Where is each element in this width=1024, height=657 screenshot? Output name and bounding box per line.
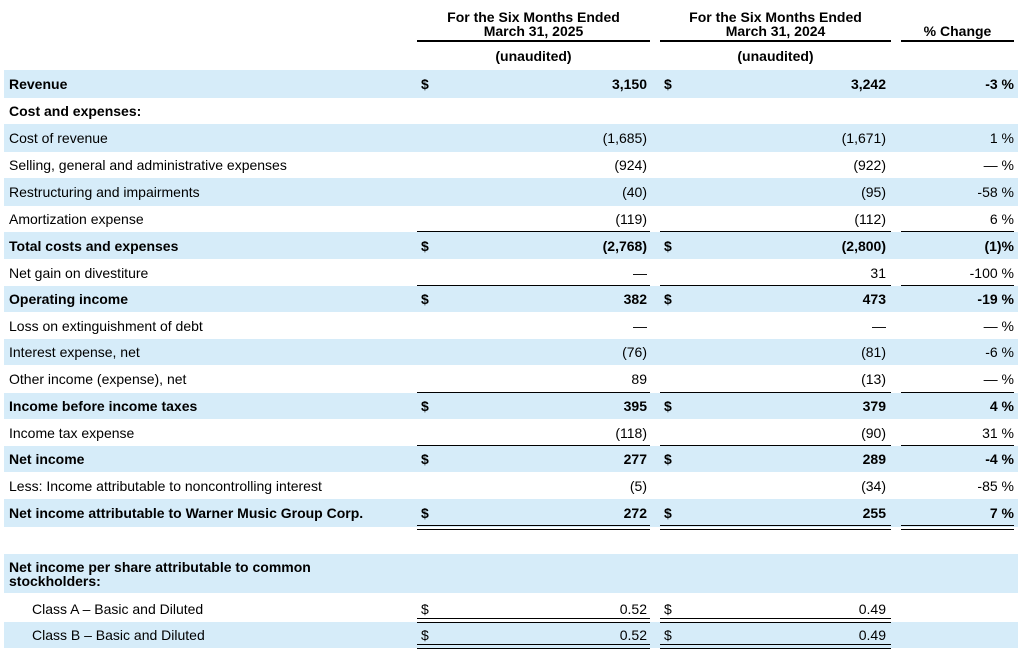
row-change: -3 % [985, 76, 1014, 92]
row-label: Class B – Basic and Diluted [32, 627, 205, 643]
subtotal-rule-1 [660, 445, 891, 446]
row-value-2024: 3,242 [850, 76, 886, 92]
row-label: Cost and expenses: [9, 103, 142, 119]
row-value-2025: (924) [614, 157, 647, 173]
row-change: 4 % [989, 398, 1014, 414]
row-dollar-2025: $ [421, 505, 429, 521]
row-dollar-2024: $ [664, 398, 672, 414]
eps-double-rule-1 [660, 618, 891, 623]
statement-row [4, 312, 1018, 339]
col-2024-header-rule [660, 40, 891, 42]
row-label: Income tax expense [9, 425, 135, 441]
row-value-2024: (81) [861, 344, 886, 360]
row-value-2024: (34) [861, 478, 886, 494]
row-change: -4 % [985, 451, 1014, 467]
eps-double-rule-1 [660, 644, 891, 649]
row-label: Other income (expense), net [9, 371, 187, 387]
subtotal-rule-2 [901, 285, 1014, 286]
statement-row [4, 178, 1018, 206]
row-value-2025: (40) [622, 184, 647, 200]
row-label: Income before income taxes [9, 398, 198, 414]
row-label: Amortization expense [9, 211, 144, 227]
row-value-2025: — [633, 265, 647, 281]
row-label: Less: Income attributable to noncontrolling interest [9, 478, 322, 494]
row-dollar-2025: $ [421, 398, 429, 414]
row-value-2024: — [872, 318, 886, 334]
row-change: -6 % [985, 344, 1014, 360]
row-value-2024: 0.49 [858, 627, 886, 643]
row-label: Total costs and expenses [9, 238, 179, 254]
statement-row [4, 232, 1018, 259]
row-dollar-2024: $ [664, 76, 672, 92]
row-dollar-2025: $ [421, 451, 429, 467]
row-value-2024: 473 [862, 291, 886, 307]
row-value-2025: (5) [629, 478, 647, 494]
subtotal-rule-1 [660, 392, 891, 393]
subtotal-rule-2 [901, 445, 1014, 446]
row-value-2024: 379 [862, 398, 886, 414]
subtotal-rule-1 [660, 231, 891, 232]
eps-heading-line1: Net income per share attributable to common [9, 559, 311, 575]
row-value-2025: 0.52 [619, 627, 647, 643]
row-label: Net income attributable to Warner Music Group Corp. [9, 505, 364, 521]
row-value-2025: (1,685) [602, 130, 647, 146]
statement-row [4, 499, 1018, 527]
row-dollar-2025: $ [421, 291, 429, 307]
eps-heading-row [4, 554, 1018, 593]
row-value-2024: 289 [862, 451, 886, 467]
row-value-2024: 0.49 [858, 601, 886, 617]
row-label: Restructuring and impairments [9, 184, 200, 200]
pct-change-header: % Change [923, 23, 992, 39]
statement-row [4, 259, 1018, 286]
row-change: -58 % [977, 184, 1014, 200]
row-change: (1)% [984, 238, 1014, 254]
row-change: 6 % [989, 211, 1014, 227]
row-value-2025: 0.52 [619, 601, 647, 617]
col-2025-unaudited: (unaudited) [495, 48, 572, 64]
col-2024-header [660, 10, 891, 38]
row-label: Operating income [9, 291, 129, 307]
row-label: Class A – Basic and Diluted [32, 601, 204, 617]
row-dollar-2025: $ [421, 238, 429, 254]
eps-double-rule-0 [417, 644, 650, 649]
statement-row [4, 446, 1018, 472]
total-double-rule-1 [660, 525, 891, 530]
row-value-2024: (95) [861, 184, 886, 200]
eps-heading [9, 560, 311, 588]
row-value-2024: (2,800) [841, 238, 886, 254]
subtotal-rule-0 [417, 231, 650, 232]
row-value-2024: (90) [861, 425, 886, 441]
row-dollar-2025: $ [421, 76, 429, 92]
statement-row [4, 286, 1018, 312]
row-dollar-2024: $ [664, 627, 672, 643]
row-change: -19 % [977, 291, 1014, 307]
statement-row [4, 472, 1018, 499]
pct-change-header-rule [901, 40, 1014, 42]
row-value-2024: (922) [853, 157, 886, 173]
row-dollar-2025: $ [421, 601, 429, 617]
eps-double-rule-0 [417, 618, 650, 623]
row-label: Cost of revenue [9, 130, 108, 146]
row-value-2025: 395 [623, 398, 647, 414]
subtotal-rule-1 [660, 285, 891, 286]
row-label: Loss on extinguishment of debt [9, 318, 203, 334]
col-2025-title: For the Six Months Ended [447, 9, 620, 25]
row-value-2024: 255 [862, 505, 886, 521]
statement-row [4, 152, 1018, 178]
row-change: — % [983, 157, 1014, 173]
row-value-2025: 3,150 [611, 76, 647, 92]
col-2025-header [417, 10, 650, 38]
subtotal-rule-0 [417, 285, 650, 286]
row-value-2025: 382 [623, 291, 647, 307]
eps-heading-line2: stockholders: [9, 573, 101, 589]
row-change: 1 % [989, 130, 1014, 146]
row-value-2024: 31 [870, 265, 886, 281]
col-2024-title: For the Six Months Ended [689, 9, 862, 25]
subtotal-rule-2 [901, 392, 1014, 393]
row-change: -100 % [969, 265, 1014, 281]
row-change: — % [983, 318, 1014, 334]
row-change: — % [983, 371, 1014, 387]
statement-row [4, 339, 1018, 365]
row-value-2025: 89 [631, 371, 647, 387]
col-2024-date: March 31, 2024 [725, 23, 826, 39]
col-2024-unaudited: (unaudited) [737, 48, 814, 64]
row-value-2025: (2,768) [602, 238, 647, 254]
row-dollar-2025: $ [421, 627, 429, 643]
row-label: Selling, general and administrative expenses [9, 157, 287, 173]
total-double-rule-0 [417, 525, 650, 530]
statement-row [4, 419, 1018, 446]
row-value-2024: (1,671) [841, 130, 886, 146]
total-double-rule-2 [901, 525, 1014, 530]
statement-row [4, 70, 1018, 98]
row-label: Net gain on divestiture [9, 265, 149, 281]
statement-row [4, 365, 1018, 393]
statement-row [4, 124, 1018, 152]
row-change: 7 % [989, 505, 1014, 521]
statement-row [4, 393, 1018, 419]
row-label: Interest expense, net [9, 344, 140, 360]
row-dollar-2024: $ [664, 291, 672, 307]
col-2025-date: March 31, 2025 [483, 23, 584, 39]
subtotal-rule-0 [417, 392, 650, 393]
subtotal-rule-0 [417, 445, 650, 446]
row-dollar-2024: $ [664, 505, 672, 521]
row-dollar-2024: $ [664, 601, 672, 617]
row-change: -85 % [977, 478, 1014, 494]
row-dollar-2024: $ [664, 238, 672, 254]
statement-row [4, 98, 1018, 124]
row-value-2025: 277 [623, 451, 647, 467]
row-value-2025: (118) [615, 425, 647, 441]
subtotal-rule-2 [901, 231, 1014, 232]
row-value-2024: (13) [861, 371, 886, 387]
row-value-2025: (76) [622, 344, 647, 360]
row-label: Revenue [9, 76, 68, 92]
row-value-2025: 272 [623, 505, 647, 521]
row-change: 31 % [982, 425, 1014, 441]
row-dollar-2024: $ [664, 451, 672, 467]
row-value-2025: (119) [615, 211, 647, 227]
row-value-2024: (112) [854, 211, 886, 227]
col-2025-header-rule [417, 40, 650, 42]
row-label: Net income [9, 451, 85, 467]
row-value-2025: — [633, 318, 647, 334]
statement-row [4, 206, 1018, 232]
